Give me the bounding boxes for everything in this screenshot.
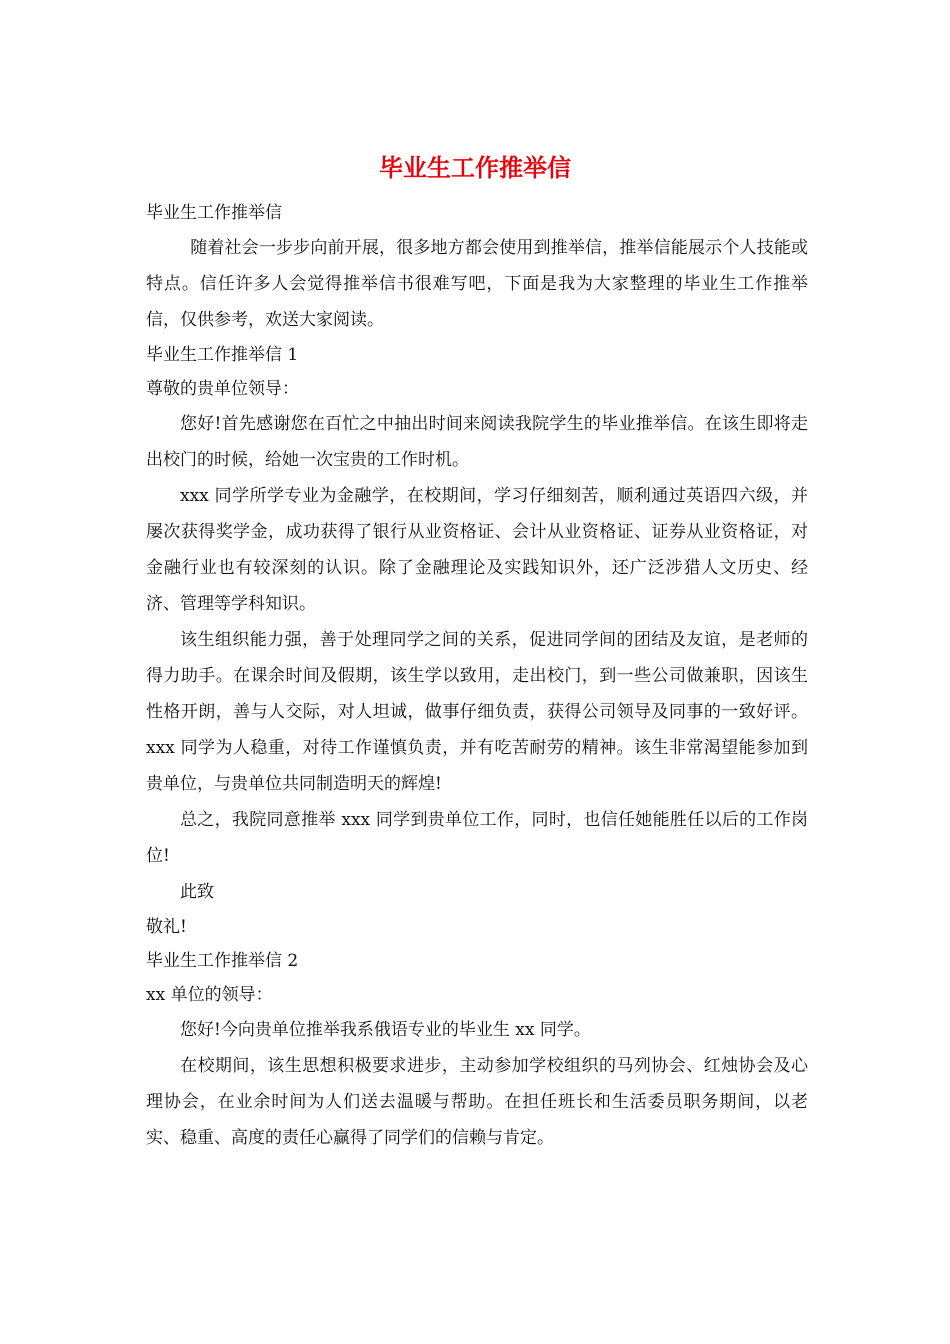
letter1-paragraph: xxx 同学所学专业为金融学，在校期间，学习仔细刻苦，顺利通过英语四六级，并屡次获得奖学金，成功获得了银行从业资格证、会计从业资格证、证券从业资格证，对金融行业也有较深刻的认识。除了金融理论及实践知识外，还广泛涉猎人文历史、经济、管理等学科知识。 [146, 486, 808, 614]
document-body [146, 196, 808, 1156]
letter1-heading: 毕业生工作推举信 1 [146, 345, 299, 365]
document-title: 毕业生工作推举信 [379, 153, 571, 182]
letter1-paragraph: 该生组织能力强，善于处理同学之间的关系，促进同学间的团结及友谊，是老师的得力助手。在课余时间及假期，该生学以致用，走出校门，到一些公司做兼职，因该生性格开朗，善与人交际，对人坦诚，做事仔细负责，获得公司领导及同事的一致好评。xxx 同学为人稳重，对待工作谨慎负责，并有吃苦耐劳的精神。该生非常渴望能参加到贵单位，与贵单位共同制造明天的辉煌! [146, 630, 808, 794]
letter1-paragraph: 总之，我院同意推举 xxx 同学到贵单位工作，同时，也信任她能胜任以后的工作岗位! [146, 810, 808, 866]
letter1-regards: 敬礼! [146, 917, 187, 937]
letter2-heading: 毕业生工作推举信 2 [146, 951, 299, 971]
letter2-paragraph: 在校期间，该生思想积极要求进步，主动参加学校组织的马列协会、红烛协会及心理协会，在业余时间为人们送去温暖与帮助。在担任班长和生活委员职务期间，以老实、稳重、高度的责任心赢得了同学们的信赖与肯定。 [146, 1056, 808, 1148]
letter1-closing: 此致 [180, 882, 214, 902]
letter1-paragraph: 您好!首先感谢您在百忙之中抽出时间来阅读我院学生的毕业推举信。在该生即将走出校门的时候，给她一次宝贵的工作时机。 [146, 414, 808, 470]
letter1-salutation: 尊敬的贵单位领导： [146, 379, 299, 399]
document-subtitle: 毕业生工作推举信 [146, 203, 282, 223]
letter2-paragraph: 您好!今向贵单位推举我系俄语专业的毕业生 xx 同学。 [180, 1020, 591, 1040]
intro-paragraph: 随着社会一步步向前开展，很多地方都会使用到推举信，推举信能展示个人技能或特点。信任许多人会觉得推举信书很难写吧，下面是我为大家整理的毕业生工作推举信，仅供参考，欢送大家阅读。 [146, 238, 808, 330]
letter2-salutation: xx 单位的领导： [146, 985, 273, 1005]
